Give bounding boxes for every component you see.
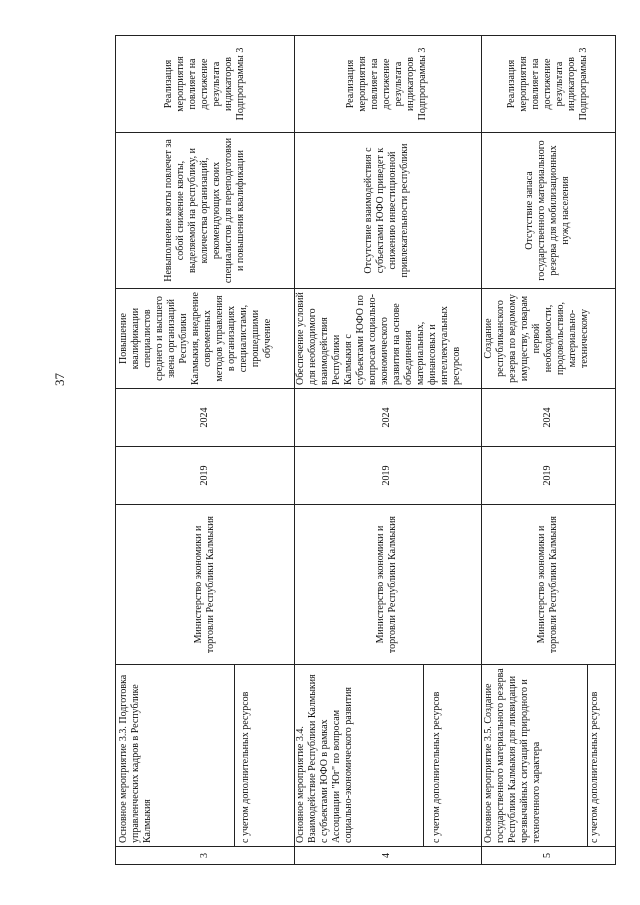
row-number: 4 [293,847,481,865]
additional-resources-note: с учетом дополнительных ресурсов [589,691,600,843]
row-number: 5 [481,847,615,865]
expected-result: Создание республиканского резерва по ведомому имуществу, товарам первой необходимости, продовольствию, материально-техническому [481,289,615,389]
expected-result: Обеспечение условий для необходимого взаимодействия Республики Калмыкия с субъектами ЮФО по вопросам социально-экономического развития на основе объединения материальных, финансовых и интеллектуальных ресурсов [293,289,481,389]
executor-cell: Министерство экономики и торговли Республики Калмыкия [481,505,615,665]
expected-result: Повышение квалификации специалистов среднего и высшего звена организаций Республики Калмыкия, внедрение современных методов управления в организациях специалистами, прошедшими обучение [116,289,294,389]
end-year: 2024 [293,389,481,447]
main-measure-text: Основное мероприятие 3.3. Подготовка управленческих кадров в Республике Калмыкия [118,674,153,843]
page-number: 37 [52,373,67,387]
consequences: Невыполнение квоты повлечет за собой снижение квоты, выделяемой на республику, и количества организаций, рекомендующих своих специалистов для переподготовки и повышения квалификации [116,133,294,289]
main-measure-cell [293,665,481,847]
start-year: 2019 [116,447,294,505]
executor-cell: Министерство экономики и торговли Республики Калмыкия [116,505,294,665]
main-measure-text: Основное мероприятие 3.5. Создание государственного материального резерва Республики Калмыкия для ликвидации чрезвычайных ситуаций природного и техногенного характера [483,668,542,843]
indicator-link: Реализация мероприятия повлияет на достижение результата индикаторов Подпрограммы 3 [293,35,481,133]
table-row [293,35,482,865]
indicator-link: Реализация мероприятия повлияет на достижение результата индикаторов Подпрограммы 3 [116,35,294,133]
consequences: Отсутствие взаимодействия с субъектами ЮФО приведет к снижению инвестиционной привлекательности республики [293,133,481,289]
main-measure-cell [481,665,615,847]
end-year: 2024 [116,389,294,447]
main-measure-cell [116,665,294,847]
consequences: Отсутствие запаса государственного материального резерва для мобилизационных нужд населения [481,133,615,289]
table-row [115,35,295,865]
indicator-link: Реализация мероприятия повлияет на достижение результата индикаторов Подпрограммы 3 [481,35,615,133]
row-number: 3 [116,847,294,865]
main-measure-text: Основное мероприятие 3.4. Взаимодействие Республики Калмыкия с субъектами ЮФО в рамках Ассоциации "Юг" по вопросам социально-экономического развития [295,674,354,843]
measures-table [115,35,615,865]
additional-resources-note: с учетом дополнительных ресурсов [431,691,442,843]
table-row [481,35,616,865]
start-year: 2019 [293,447,481,505]
end-year: 2024 [481,389,615,447]
start-year: 2019 [481,447,615,505]
additional-resources-note: с учетом дополнительных ресурсов [240,691,251,843]
executor-cell: Министерство экономики и торговли Республики Калмыкия [293,505,481,665]
